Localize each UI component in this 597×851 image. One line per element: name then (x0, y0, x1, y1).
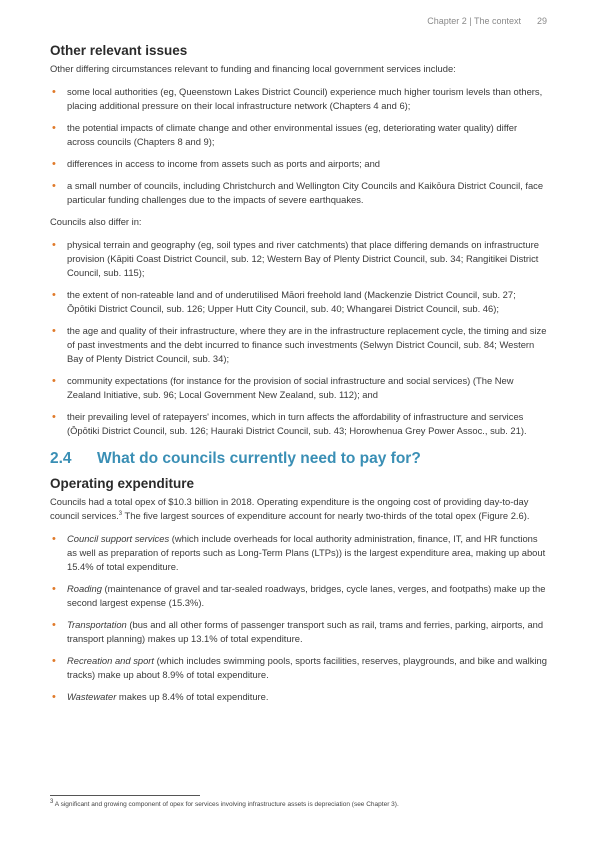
running-header (427, 16, 547, 26)
other-issues-heading: Other relevant issues (50, 43, 188, 58)
bullet-icon: • (52, 691, 56, 703)
list-item: • their prevailing level of ratepayers' incomes, which in turn affects the affordability of infrastructure and services (Ōpōtiki District Council, sub. 126; Hauraki District Council, sub. 43; Horowhenua Grey Power Assoc., sub. 21). (52, 411, 527, 436)
list-item: • Wastewater makes up 8.4% of total expenditure. (52, 691, 269, 703)
bullet-icon: • (52, 375, 56, 387)
differ-list (50, 238, 547, 438)
bullet-icon: • (52, 122, 56, 134)
list-item: • Transportation (bus and all other forms of passenger transport such as rail, trams and ferries, parking, airports, and transport planning) makes up 13.1% of total expenditure. (52, 619, 544, 644)
list-item: • Recreation and sport (which includes swimming pools, sports facilities, reserves, playgrounds, and bike and walking tracks) make up about 8.9% of total expenditure. (52, 655, 547, 680)
footnote-divider (50, 795, 200, 796)
bullet-icon: • (52, 619, 56, 631)
opex-paragraph: Councils had a total opex of $10.3 billion in 2018. Operating expenditure is the ongoing cost of providing day-to-day council services.$^3$ The five largest sources of expenditure account for nearly two-thirds of the total opex (Figure 2.6). (50, 496, 530, 521)
section-heading (50, 450, 547, 468)
bullet-icon: • (52, 86, 56, 98)
list-item: • some local authorities (eg, Queenstown Lakes District Council) experience much higher tourism levels than others, placing additional pressure on their local infrastructure network (Chapters 4 and 6); (52, 86, 543, 111)
other-issues-intro: Other differing circumstances relevant to funding and financing local government services include: (50, 63, 456, 74)
opex-heading: Operating expenditure (50, 476, 195, 491)
footnote: $^3$ A significant and growing component of opex for services involving infrastructure assets is depreciation (see Chapter 3). (50, 798, 399, 808)
list-item: • the extent of non-rateable land and of underutilised Māori freehold land (Mackenzie District Council, sub. 27; Ōpōtiki District Council, sub. 126; Upper Hutt City Council, sub. 40; Whangarei District Council, sub. 46); (52, 289, 516, 314)
list-item: • the age and quality of their infrastructure, where they are in the infrastructure replacement cycle, the timing and size of past investments and the debt incurred to finance such investments (Selwyn District Council, sub. 84; Western Bay of Plenty District Council, sub. 34); (52, 325, 547, 364)
bullet-icon: • (52, 583, 56, 595)
page-content (50, 43, 547, 704)
list-item: • Council support services (which include overheads for local authority administration, finance, IT, and HR functions as well as preparation of reports such as Long-Term Plans (LTPs)) is the largest expenditure area, making up about 15.4% of total expenditure. (52, 533, 546, 572)
list-item: • physical terrain and geography (eg, soil types and river catchments) that place differing demands on infrastructure provision (Kāpiti Coast District Council, sub. 12; Western Bay of Plenty District Council, sub. 34; Rangitikei District Council, sub. 115); (52, 239, 539, 278)
page-number: 29 (536, 16, 547, 26)
footnote-ref[interactable]: 3 (118, 510, 123, 517)
opex-list (50, 532, 547, 704)
bullet-icon: • (52, 411, 56, 423)
differ-intro: Councils also differ in: (50, 216, 142, 227)
list-item: • a small number of councils, including Christchurch and Wellington City Councils and Kaikōura District Council, face particular funding challenges due to the impacts of severe earthquakes. (52, 180, 544, 205)
bullet-icon: • (52, 158, 56, 170)
bullet-icon: • (52, 289, 56, 301)
list-item: • community expectations (for instance for the provision of social infrastructure and social services) (The New Zealand Initiative, sub. 96; Local Government New Zealand, sub. 112); and (52, 375, 514, 400)
bullet-icon: • (52, 533, 56, 545)
other-issues-list (50, 85, 547, 207)
bullet-icon: • (52, 655, 56, 667)
list-item: • the potential impacts of climate change and other environmental issues (eg, deteriorating water quality) differ across councils (Chapters 8 and 9); (52, 122, 518, 147)
bullet-icon: • (52, 180, 56, 192)
section-title: What do councils currently need to pay for? (97, 450, 421, 467)
bullet-icon: • (52, 325, 56, 337)
bullet-icon: • (52, 239, 56, 251)
chapter-label: Chapter 2 | The context (427, 16, 521, 26)
list-item: • Roading (maintenance of gravel and tar-sealed roadways, bridges, cycle lanes, verges, and footpaths) make up the second largest expense (15.3%). (52, 583, 546, 608)
section-number: 2.4 (50, 450, 72, 467)
list-item: • differences in access to income from assets such as ports and airports; and (52, 158, 381, 170)
